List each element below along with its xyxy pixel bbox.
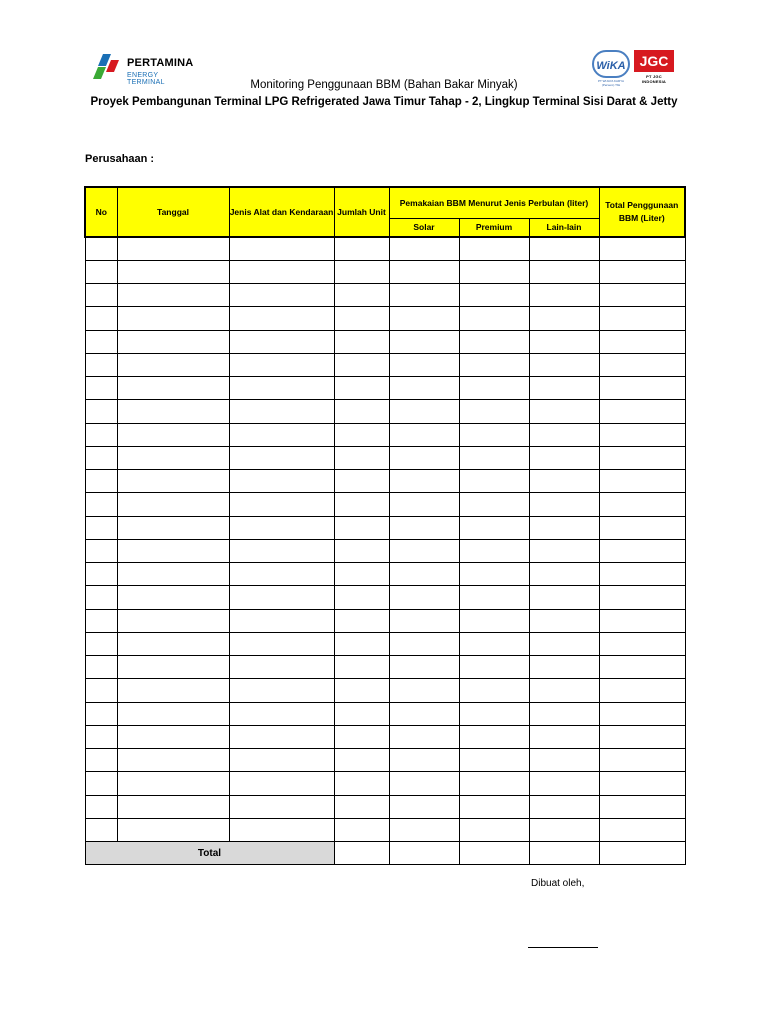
table-cell[interactable] [117,632,229,655]
col-header-premium: Premium [459,219,529,238]
table-cell[interactable] [334,353,389,376]
table-cell[interactable] [599,284,685,307]
fuel-usage-table [84,186,686,865]
table-cell[interactable] [389,423,459,446]
table-cell[interactable] [229,260,334,283]
table-cell[interactable] [459,632,529,655]
table-cell[interactable] [529,679,599,702]
table-cell[interactable] [334,749,389,772]
table-cell[interactable] [117,400,229,423]
table-cell[interactable] [529,516,599,539]
col-header-lain: Lain-lain [529,219,599,238]
pertamina-name: PERTAMINA [127,57,194,69]
table-cell[interactable] [85,237,117,260]
table-cell[interactable] [529,307,599,330]
table-cell[interactable] [229,470,334,493]
table-row [85,818,685,841]
table-row [85,400,685,423]
table-cell[interactable] [334,260,389,283]
table-cell[interactable] [529,586,599,609]
table-cell[interactable] [85,679,117,702]
table-cell[interactable] [599,679,685,702]
table-row [85,539,685,562]
table-cell[interactable] [389,516,459,539]
table-row [85,353,685,376]
wika-logo: WiKA [592,50,630,78]
table-cell[interactable] [459,400,529,423]
table-cell[interactable] [117,423,229,446]
table-cell[interactable] [599,516,685,539]
total-cell[interactable] [529,842,599,865]
table-cell[interactable] [389,679,459,702]
table-cell[interactable] [334,446,389,469]
table-cell[interactable] [229,679,334,702]
table-cell[interactable] [85,818,117,841]
document-title: Monitoring Penggunaan BBM (Bahan Bakar Minyak) [250,79,518,91]
table-cell[interactable] [229,330,334,353]
document-subtitle: Proyek Pembangunan Terminal LPG Refrigerated Jawa Timur Tahap - 2, Lingkup Terminal Sisi Darat & Jetty [90,96,678,108]
table-cell[interactable] [85,632,117,655]
table-cell[interactable] [85,377,117,400]
table-cell[interactable] [229,702,334,725]
table-cell[interactable] [389,400,459,423]
table-cell[interactable] [117,516,229,539]
table-cell[interactable] [599,330,685,353]
table-cell[interactable] [334,795,389,818]
table-cell[interactable] [229,795,334,818]
table-cell[interactable] [85,353,117,376]
table-cell[interactable] [85,609,117,632]
table-row [85,377,685,400]
table-cell[interactable] [459,563,529,586]
table-cell[interactable] [85,260,117,283]
table-cell[interactable] [117,656,229,679]
table-cell[interactable] [389,307,459,330]
table-cell[interactable] [85,702,117,725]
col-header-total-penggunaan: Total Penggunaan BBM (Liter) [599,187,685,237]
table-cell[interactable] [459,772,529,795]
table-cell[interactable] [459,818,529,841]
table-row [85,493,685,516]
table-cell[interactable] [85,470,117,493]
table-cell[interactable] [459,656,529,679]
table-cell[interactable] [529,818,599,841]
table-row [85,446,685,469]
table-cell[interactable] [599,539,685,562]
table-body [85,237,685,865]
table-cell[interactable] [334,400,389,423]
table-cell[interactable] [599,237,685,260]
table-cell[interactable] [229,539,334,562]
table-row [85,656,685,679]
table-cell[interactable] [229,423,334,446]
table-cell[interactable] [334,237,389,260]
table-cell[interactable] [389,725,459,748]
table-cell[interactable] [389,353,459,376]
table-cell[interactable] [459,609,529,632]
total-cell[interactable] [599,842,685,865]
table-cell[interactable] [389,470,459,493]
table-row [85,516,685,539]
table-cell[interactable] [459,423,529,446]
table-cell[interactable] [389,818,459,841]
table-cell[interactable] [459,795,529,818]
pertamina-emblem-icon [93,54,123,80]
table-cell[interactable] [334,284,389,307]
table-cell[interactable] [599,377,685,400]
table-cell[interactable] [529,632,599,655]
table-cell[interactable] [85,725,117,748]
table-cell[interactable] [459,493,529,516]
table-cell[interactable] [459,330,529,353]
table-cell[interactable] [85,516,117,539]
table-cell[interactable] [117,330,229,353]
col-header-pemakaian: Pemakaian BBM Menurut Jenis Perbulan (liter) [389,187,599,219]
table-cell[interactable] [229,772,334,795]
table-cell[interactable] [229,237,334,260]
table-cell[interactable] [117,493,229,516]
table-cell[interactable] [599,563,685,586]
table-cell[interactable] [334,423,389,446]
table-cell[interactable] [599,493,685,516]
table-cell[interactable] [117,307,229,330]
table-cell[interactable] [334,377,389,400]
table-cell[interactable] [229,563,334,586]
table-cell[interactable] [529,725,599,748]
col-header-tanggal: Tanggal [117,187,229,237]
table-cell[interactable] [389,260,459,283]
table-row [85,307,685,330]
col-header-no: No [85,187,117,237]
table-cell[interactable] [599,446,685,469]
table-cell[interactable] [229,446,334,469]
table-cell[interactable] [85,539,117,562]
table-row [85,609,685,632]
jgc-subtitle: PT JGC INDONESIA [641,74,667,84]
table-cell[interactable] [229,725,334,748]
table-cell[interactable] [117,260,229,283]
table-cell[interactable] [334,609,389,632]
table-cell[interactable] [529,539,599,562]
table-cell[interactable] [85,563,117,586]
table-cell[interactable] [117,470,229,493]
table-cell[interactable] [599,586,685,609]
table-cell[interactable] [334,493,389,516]
company-label: Perusahaan : [85,153,155,165]
table-cell[interactable] [529,772,599,795]
table-cell[interactable] [85,423,117,446]
table-cell[interactable] [117,586,229,609]
total-cell[interactable] [334,842,389,865]
table-cell[interactable] [334,725,389,748]
table-cell[interactable] [599,307,685,330]
table-cell[interactable] [334,516,389,539]
table-cell[interactable] [117,679,229,702]
col-header-jenis: Jenis Alat dan Kendaraan [229,187,334,237]
table-cell[interactable] [459,539,529,562]
total-row [85,842,685,865]
table-row [85,563,685,586]
table-cell[interactable] [334,470,389,493]
table-cell[interactable] [229,400,334,423]
table-cell[interactable] [459,725,529,748]
table-cell[interactable] [117,609,229,632]
table-cell[interactable] [117,284,229,307]
table-row [85,749,685,772]
table-cell[interactable] [529,470,599,493]
table-cell[interactable] [229,516,334,539]
table-cell[interactable] [389,237,459,260]
table-cell[interactable] [229,609,334,632]
table-cell[interactable] [529,609,599,632]
table-cell[interactable] [529,260,599,283]
table-cell[interactable] [389,772,459,795]
table-cell[interactable] [85,307,117,330]
table-cell[interactable] [85,749,117,772]
table-cell[interactable] [85,284,117,307]
jgc-logo: JGC [634,50,674,72]
table-cell[interactable] [529,400,599,423]
table-cell[interactable] [529,795,599,818]
table-row [85,702,685,725]
table-cell[interactable] [334,679,389,702]
table-cell[interactable] [389,563,459,586]
table-cell[interactable] [389,330,459,353]
table-row [85,725,685,748]
table-cell[interactable] [599,656,685,679]
total-cell[interactable] [459,842,529,865]
table-row [85,284,685,307]
table-cell[interactable] [389,632,459,655]
table-row [85,772,685,795]
table-cell[interactable] [459,353,529,376]
table-cell[interactable] [334,772,389,795]
table-cell[interactable] [117,446,229,469]
table-cell[interactable] [117,702,229,725]
table-cell[interactable] [459,679,529,702]
table-cell[interactable] [389,795,459,818]
table-cell[interactable] [117,237,229,260]
signature-label: Dibuat oleh, [531,878,585,889]
table-cell[interactable] [117,795,229,818]
table-cell[interactable] [389,539,459,562]
total-cell[interactable] [389,842,459,865]
table-cell[interactable] [599,260,685,283]
table-cell[interactable] [85,795,117,818]
table-cell[interactable] [459,702,529,725]
table-cell[interactable] [459,516,529,539]
table-cell[interactable] [599,423,685,446]
table-cell[interactable] [459,260,529,283]
table-cell[interactable] [529,330,599,353]
table-cell[interactable] [529,377,599,400]
table-cell[interactable] [459,377,529,400]
table-cell[interactable] [389,749,459,772]
table-cell[interactable] [389,446,459,469]
table-cell[interactable] [334,586,389,609]
table-cell[interactable] [229,749,334,772]
table-cell[interactable] [229,493,334,516]
table-cell[interactable] [229,284,334,307]
table-cell[interactable] [599,353,685,376]
table-cell[interactable] [529,353,599,376]
table-cell[interactable] [389,586,459,609]
table-cell[interactable] [334,539,389,562]
table-row [85,470,685,493]
table-cell[interactable] [229,656,334,679]
signature-line [528,947,598,948]
table-cell[interactable] [529,423,599,446]
col-header-jumlah: Jumlah Unit [334,187,389,237]
table-cell[interactable] [459,586,529,609]
wika-subtitle: PT WIJAYA KARYA (Persero) Tbk [598,79,624,87]
table-cell[interactable] [599,609,685,632]
table-row [85,632,685,655]
table-cell[interactable] [529,749,599,772]
table-cell[interactable] [529,563,599,586]
table-cell[interactable] [389,656,459,679]
table-cell[interactable] [599,702,685,725]
table-cell[interactable] [334,818,389,841]
table-cell[interactable] [85,330,117,353]
table-cell[interactable] [599,749,685,772]
table-row [85,586,685,609]
table-cell[interactable] [229,632,334,655]
table-row [85,260,685,283]
table-cell[interactable] [529,237,599,260]
table-cell[interactable] [334,307,389,330]
table-cell[interactable] [229,307,334,330]
table-cell[interactable] [229,818,334,841]
table-cell[interactable] [85,493,117,516]
table-cell[interactable] [599,632,685,655]
table-cell[interactable] [117,563,229,586]
table-cell[interactable] [334,656,389,679]
col-header-solar: Solar [389,219,459,238]
table-cell[interactable] [529,493,599,516]
table-cell[interactable] [334,330,389,353]
table-cell[interactable] [229,353,334,376]
table-row [85,237,685,260]
table-cell[interactable] [85,446,117,469]
table-cell[interactable] [599,772,685,795]
table-row [85,423,685,446]
total-label: Total [85,842,334,865]
table-cell[interactable] [529,702,599,725]
table-cell[interactable] [117,749,229,772]
table-cell[interactable] [529,284,599,307]
table-cell[interactable] [334,563,389,586]
table-row [85,679,685,702]
pertamina-subtitle: ENERGY TERMINAL [127,72,165,86]
table-cell[interactable] [599,795,685,818]
table-cell[interactable] [389,377,459,400]
table-cell[interactable] [117,353,229,376]
table-cell[interactable] [459,749,529,772]
table-cell[interactable] [459,284,529,307]
table-cell[interactable] [529,446,599,469]
table-cell[interactable] [117,377,229,400]
table-cell[interactable] [529,656,599,679]
table-cell[interactable] [85,656,117,679]
table-cell[interactable] [334,702,389,725]
table-cell[interactable] [117,772,229,795]
table-cell[interactable] [117,818,229,841]
table-cell[interactable] [85,586,117,609]
table-row [85,795,685,818]
table-cell[interactable] [117,725,229,748]
table-cell[interactable] [117,539,229,562]
table-cell[interactable] [389,493,459,516]
table-cell[interactable] [334,632,389,655]
table-row [85,330,685,353]
table-cell[interactable] [85,400,117,423]
table-cell[interactable] [389,609,459,632]
table-cell[interactable] [459,446,529,469]
table-cell[interactable] [459,237,529,260]
table-cell[interactable] [599,400,685,423]
table-cell[interactable] [459,307,529,330]
table-cell[interactable] [459,470,529,493]
table-cell[interactable] [599,725,685,748]
table-cell[interactable] [389,702,459,725]
table-cell[interactable] [389,284,459,307]
table-cell[interactable] [229,377,334,400]
table-cell[interactable] [599,818,685,841]
table-cell[interactable] [85,772,117,795]
table-cell[interactable] [229,586,334,609]
table-cell[interactable] [599,470,685,493]
